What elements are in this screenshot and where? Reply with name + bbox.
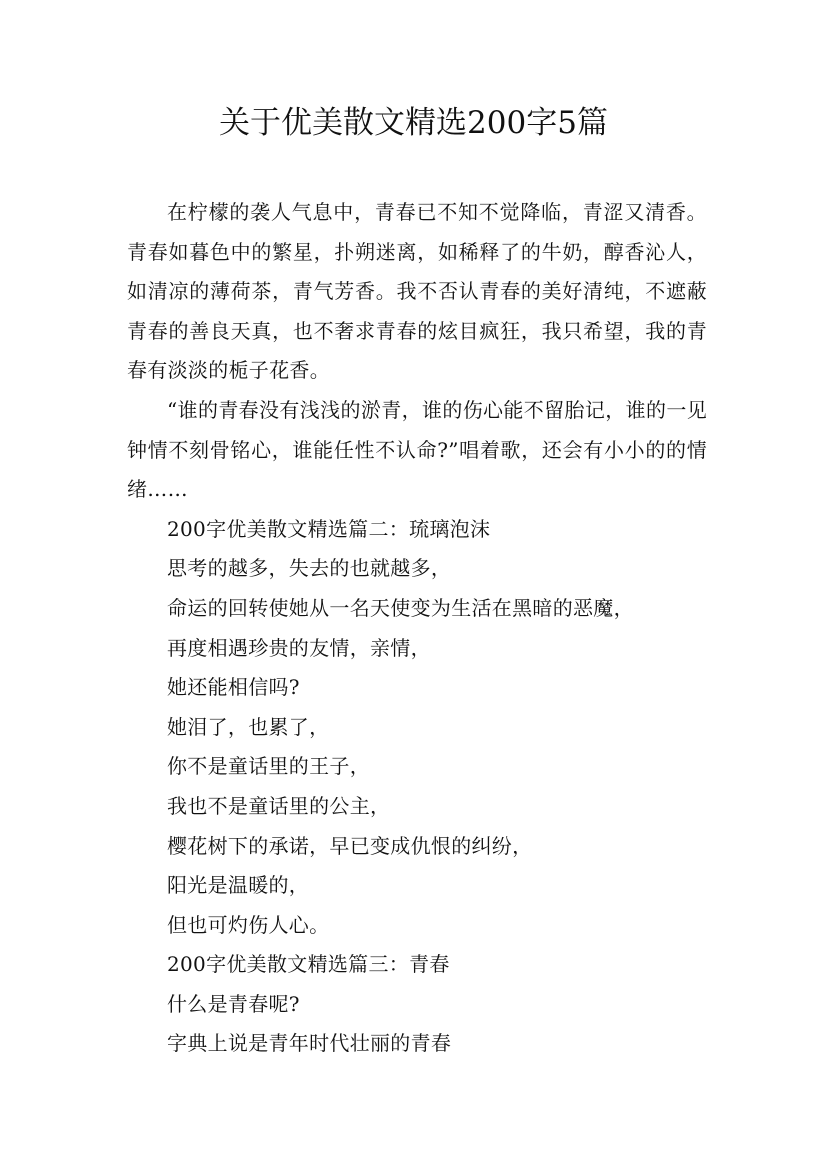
poem-line: 樱花树下的承诺，早已变成仇恨的纠纷，: [167, 833, 533, 858]
paragraph-lemon-youth: 在柠檬的袭人气息中，青春已不知不觉降临，青涩又清香。青春如暮色中的繁星，扑朔迷离，如稀释了的牛奶，醇香沁人，如清凉的薄荷茶，青气芳香。我不否认青春的美好清纯，不遮蔽青春的善良天真，也不奢求青春的炫目疯狂，我只希望，我的青春有淡淡的栀子花香。: [127, 200, 707, 383]
poem-line: 再度相遇珍贵的友情，亲情，: [167, 635, 431, 660]
poem-line: 她泪了，也累了，: [167, 714, 330, 739]
poem-line: 思考的越多，失去的也就越多，: [167, 556, 452, 581]
poem-line: 命运的回转使她从一名天使变为生活在黑暗的恶魔，: [167, 595, 634, 620]
section-heading-3: 200字优美散文精选篇三：青春: [167, 952, 450, 977]
section-heading-2: 200字优美散文精选篇二：琉璃泡沫: [167, 516, 491, 541]
text-line: 字典上说是青年时代壮丽的青春: [167, 1031, 452, 1056]
poem-line: 你不是童话里的王子，: [167, 754, 370, 779]
document-body: [127, 193, 707, 1064]
poem-line: 阳光是温暖的，: [167, 873, 310, 898]
text-line: 什么是青春呢?: [167, 991, 300, 1016]
poem-line: 她还能相信吗?: [167, 675, 300, 700]
poem-line: 但也可灼伤人心。: [167, 912, 330, 937]
poem-line: 我也不是童话里的公主，: [167, 793, 391, 818]
paragraph-song-quote: “谁的青春没有浅浅的淤青，谁的伤心能不留胎记，谁的一见钟情不刻骨铭心，谁能任性不认命?”唱着歌，还会有小小的的情绪……: [127, 397, 707, 502]
document-title: 关于优美散文精选200字5篇: [219, 105, 608, 141]
